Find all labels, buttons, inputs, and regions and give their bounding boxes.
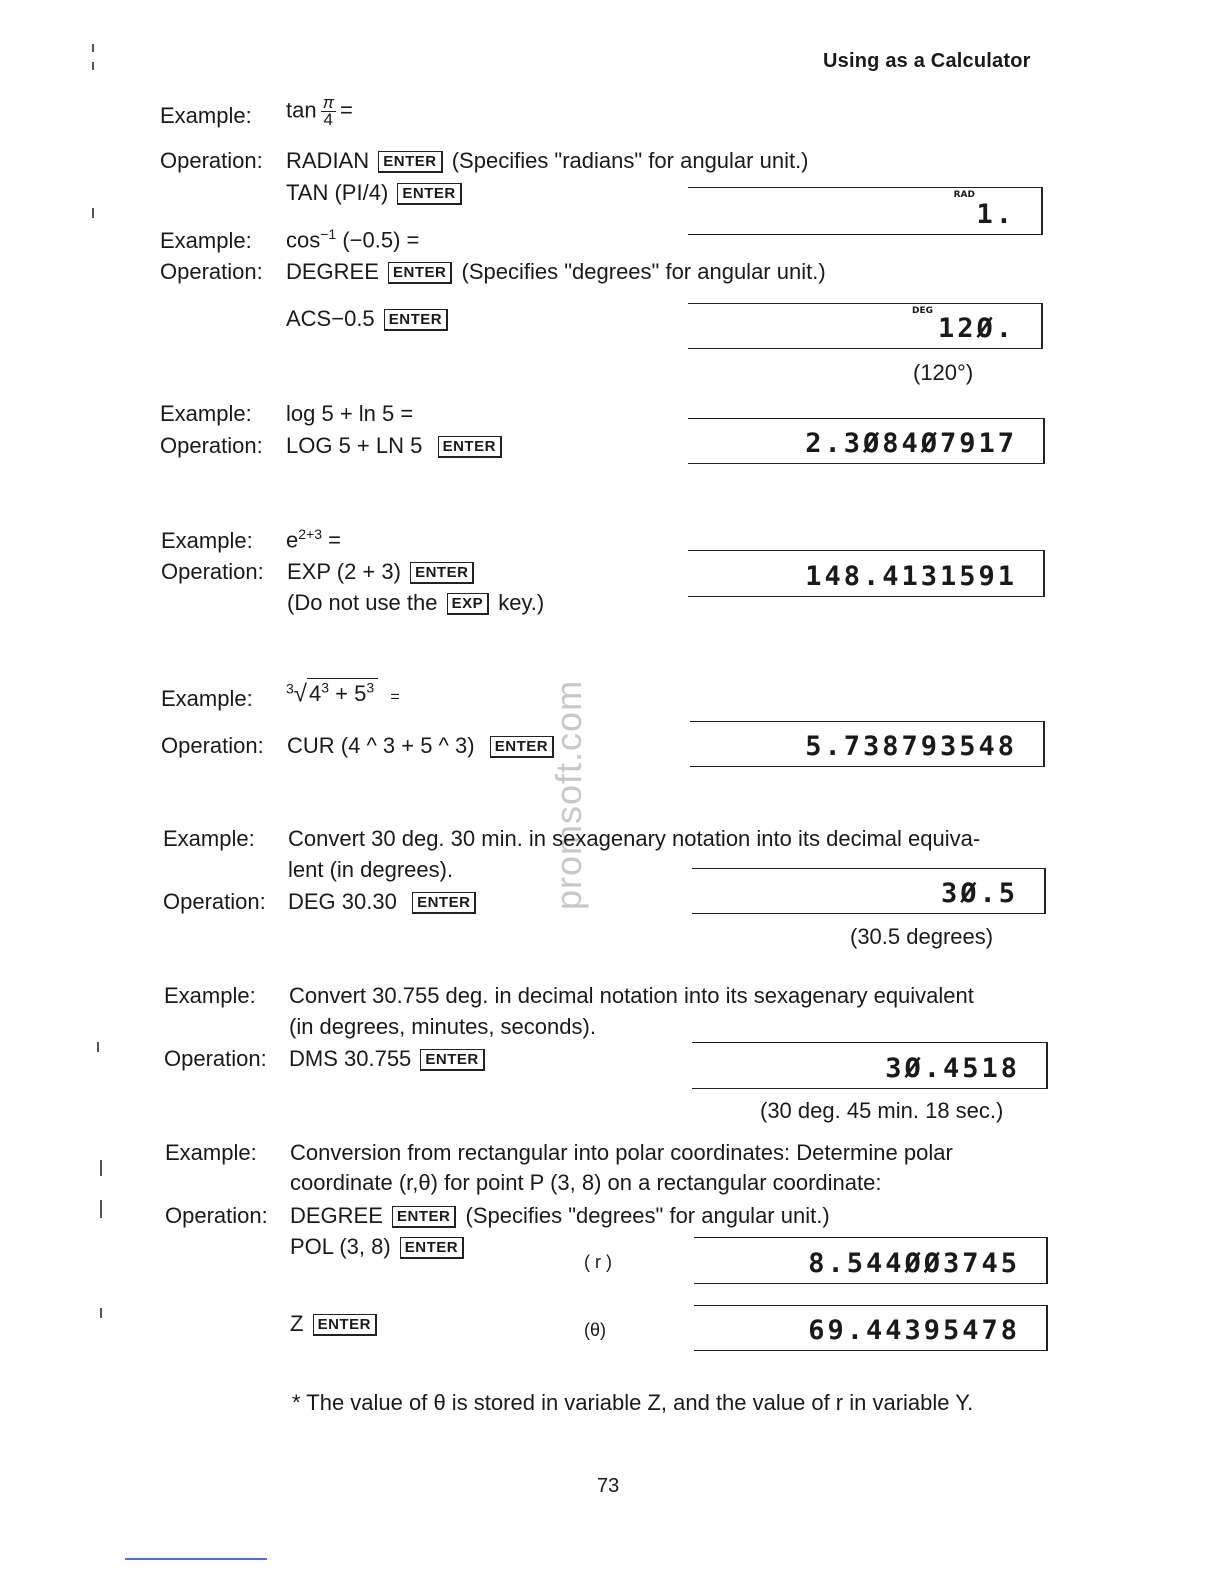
operation-label: Operation: bbox=[160, 259, 263, 284]
lcd-display bbox=[688, 550, 1045, 597]
example-2-op-2: ACS−0.5 ENTER bbox=[286, 306, 451, 332]
root-sign: √ bbox=[293, 680, 307, 708]
enter-key: ENTER bbox=[378, 151, 442, 173]
example-7-op: DMS 30.755 ENTER bbox=[289, 1046, 488, 1072]
operation-label: Operation: bbox=[160, 148, 263, 173]
example-label: Example: bbox=[160, 228, 252, 253]
lcd-display bbox=[688, 187, 1043, 235]
operation-label: Operation: bbox=[165, 1203, 268, 1228]
lcd-value: 1. bbox=[976, 199, 1015, 230]
display-caption: (120°) bbox=[913, 360, 974, 385]
margin-tick bbox=[100, 1308, 102, 1318]
example-label: Example: bbox=[163, 826, 255, 851]
enter-key: ENTER bbox=[313, 1314, 377, 1336]
example-label: Example: bbox=[160, 401, 252, 426]
lcd-value: 3Ø.4518 bbox=[885, 1053, 1020, 1084]
lcd-display bbox=[694, 1305, 1048, 1351]
enter-key: ENTER bbox=[384, 309, 448, 331]
operation-label: Operation: bbox=[160, 433, 263, 458]
footnote: * The value of θ is stored in variable Z, and the value of r in variable Y. bbox=[292, 1390, 974, 1415]
operation-label: Operation: bbox=[163, 889, 266, 914]
enter-key: ENTER bbox=[438, 436, 502, 458]
example-5-expression: $^3√4^3 + 5^3$ = bbox=[286, 680, 400, 708]
enter-key: ENTER bbox=[412, 892, 476, 914]
example-8-line-1: Conversion from rectangular into polar coordinates: Determine polar bbox=[290, 1140, 953, 1165]
lcd-display bbox=[690, 721, 1045, 767]
example-6-line-2: lent (in degrees). bbox=[288, 857, 454, 882]
margin-tick bbox=[92, 44, 94, 52]
margin-tick bbox=[100, 1200, 102, 1218]
bottom-rule bbox=[125, 1558, 267, 1560]
deg-indicator: DEG bbox=[911, 306, 933, 316]
example-label: Example: bbox=[160, 103, 252, 128]
rad-indicator: RAD bbox=[953, 190, 975, 200]
example-5-op: CUR (4 ^ 3 + 5 ^ 3) ENTER bbox=[287, 733, 557, 759]
example-1-op-1: RADIAN ENTER (Specifies "radians" for angular unit.) bbox=[286, 148, 809, 173]
margin-tick bbox=[92, 208, 94, 218]
example-label: Example: bbox=[161, 528, 253, 553]
operation-label: Operation: bbox=[161, 559, 264, 584]
example-6-op: DEG 30.30 ENTER bbox=[288, 889, 479, 915]
enter-key: ENTER bbox=[420, 1049, 484, 1071]
lcd-value: 8.544ØØ3745 bbox=[808, 1248, 1020, 1279]
display-caption: (30.5 degrees) bbox=[850, 924, 994, 949]
enter-key: ENTER bbox=[410, 562, 474, 584]
r-tag: ( r ) bbox=[584, 1252, 612, 1272]
lcd-display bbox=[692, 1042, 1048, 1089]
operation-label: Operation: bbox=[161, 733, 264, 758]
lcd-value: 2.3Ø84Ø7917 bbox=[805, 428, 1017, 459]
page-header: Using as a Calculator bbox=[823, 50, 1031, 72]
example-label: Example: bbox=[164, 983, 256, 1008]
example-8-op-1: DEGREE ENTER (Specifies "degrees" for angular unit.) bbox=[290, 1203, 830, 1228]
example-6-line-1: Convert 30 deg. 30 min. in sexagenary notation into its decimal equiva- bbox=[288, 826, 981, 851]
lcd-value: 5.738793548 bbox=[805, 731, 1017, 762]
enter-key: ENTER bbox=[490, 736, 554, 758]
example-label: Example: bbox=[165, 1140, 257, 1165]
lcd-value: 148.4131591 bbox=[805, 561, 1017, 592]
watermark: promsoft.com bbox=[548, 679, 589, 910]
example-1-expression: tan $\frac{\pi}{4}$ = bbox=[286, 93, 353, 129]
margin-tick bbox=[100, 1160, 102, 1176]
theta-tag: (θ) bbox=[584, 1320, 606, 1340]
lcd-value: 12Ø. bbox=[937, 313, 1015, 344]
enter-key: ENTER bbox=[400, 1237, 464, 1259]
exp-key: EXP bbox=[447, 593, 490, 615]
example-4-note: (Do not use the EXP key.) bbox=[287, 590, 545, 615]
example-8-op-3: Z ENTER bbox=[290, 1311, 380, 1337]
page-number: 73 bbox=[597, 1475, 620, 1497]
display-caption: (30 deg. 45 min. 18 sec.) bbox=[760, 1098, 1004, 1123]
example-8-op-2: POL (3, 8) ENTER bbox=[290, 1234, 467, 1260]
lcd-value: 3Ø.5 bbox=[940, 878, 1018, 909]
margin-tick bbox=[92, 62, 94, 70]
margin-tick bbox=[97, 1042, 99, 1052]
example-3-op: LOG 5 + LN 5 ENTER bbox=[286, 433, 505, 459]
example-8-line-2: coordinate (r,θ) for point P (3, 8) on a rectangular coordinate: bbox=[290, 1170, 882, 1195]
operation-label: Operation: bbox=[164, 1046, 267, 1071]
example-4-op: EXP (2 + 3) ENTER bbox=[287, 559, 477, 585]
example-1-op-2: TAN (PI/4) ENTER bbox=[286, 180, 465, 206]
example-7-line-2: (in degrees, minutes, seconds). bbox=[289, 1014, 596, 1039]
lcd-display bbox=[692, 868, 1046, 914]
example-4-expression: $e^{2+3}$ = bbox=[286, 526, 341, 553]
example-3-expression: log 5 + ln 5 = bbox=[286, 401, 414, 426]
lcd-display bbox=[688, 303, 1043, 349]
enter-key: ENTER bbox=[392, 1206, 456, 1228]
lcd-value: 69.44395478 bbox=[808, 1315, 1020, 1346]
enter-key: ENTER bbox=[388, 262, 452, 284]
example-2-expression: $\cos^{-1} (-0.5)$ = bbox=[286, 226, 420, 253]
lcd-display bbox=[694, 1237, 1048, 1284]
example-label: Example: bbox=[161, 686, 253, 711]
example-2-op-1: DEGREE ENTER (Specifies "degrees" for angular unit.) bbox=[286, 259, 826, 284]
enter-key: ENTER bbox=[397, 183, 461, 205]
lcd-display bbox=[688, 418, 1045, 464]
example-7-line-1: Convert 30.755 deg. in decimal notation into its sexagenary equivalent bbox=[289, 983, 974, 1008]
